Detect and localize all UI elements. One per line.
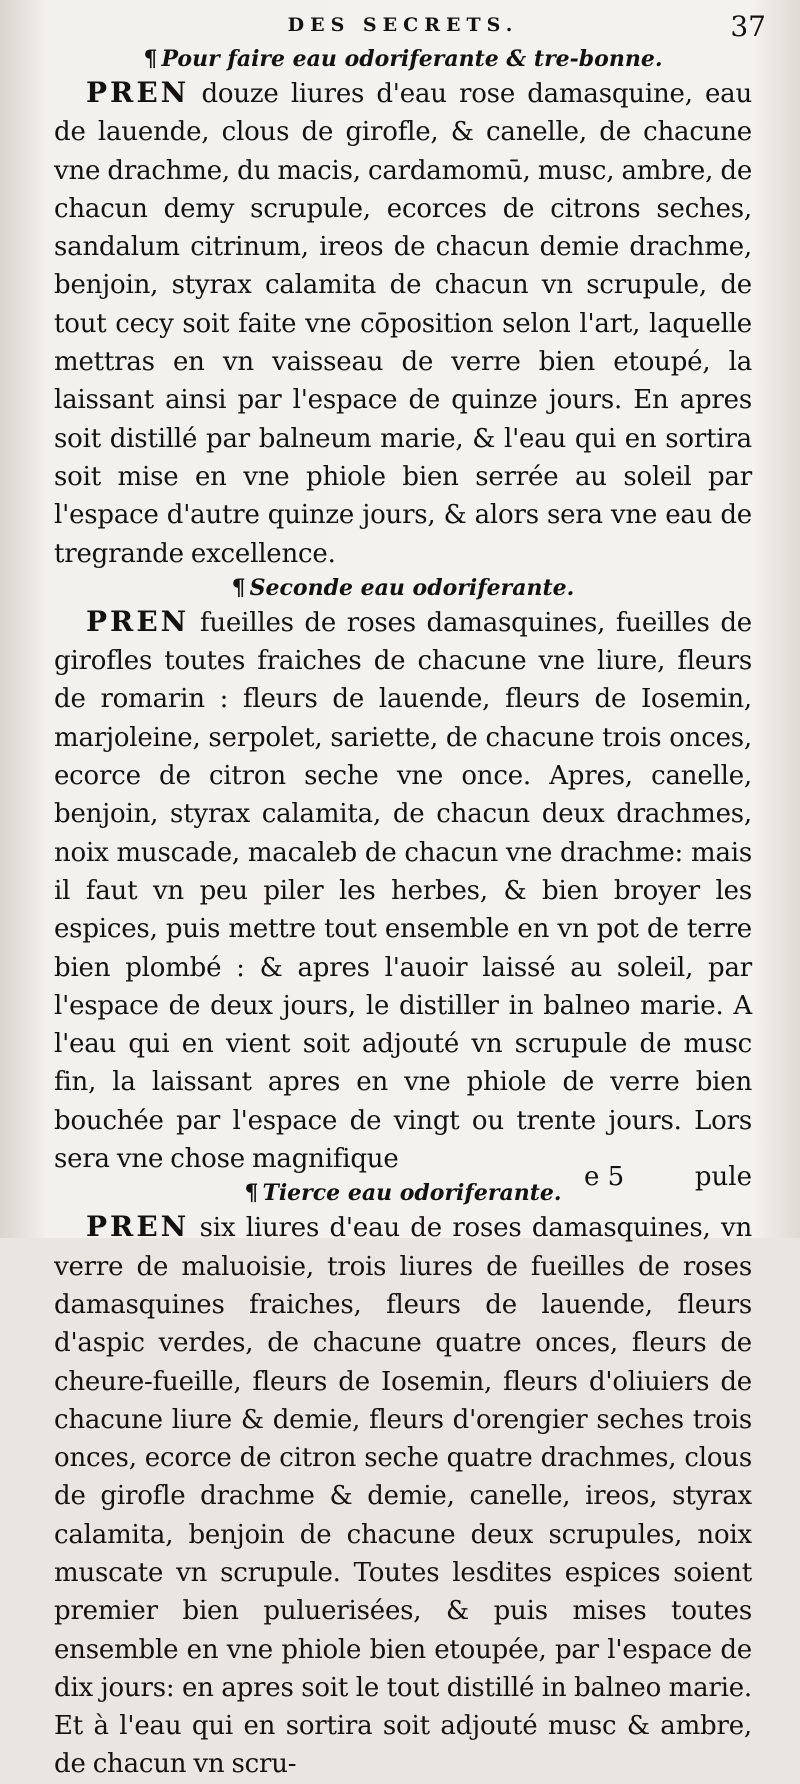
section-heading-text: Pour faire eau odoriferante & tre-bonne.: [161, 46, 663, 72]
paragraph-text: douze liures d'eau rose damasquine, eau de lauende, clous de girofle, & canelle, de chacune vne drachme, du macis, cardamomū, musc, ambre, de chacun demy scrupule, ecorces de citrons seches, sandalum citrinum, ireos de chacun demie drachme, benjoin, styrax calamita de chacun vn scrupule, de tout cecy soit faite vne cōposition selon l'art, laquelle mettras en vn vaisseau de verre bien etoupé, la laissant ainsi par l'espace de quinze jours. En apres soit distillé par balneum marie, & l'eau qui en sortira soit mise en vne phiole bien serrée au soleil par l'espace d'autre quinze jours, & alors sera vne eau de tregrande excellence.: [54, 79, 752, 569]
running-head-title: DES SECRETS.: [287, 14, 519, 36]
pilcrow-icon: ¶: [231, 574, 246, 601]
paragraph-lead-word: PREN: [86, 1210, 190, 1244]
section-heading-text: Seconde eau odoriferante.: [249, 574, 575, 601]
paragraph-lead-word: PREN: [86, 76, 190, 109]
paragraph-text: fueilles de roses damasquines, fueilles de girofles toutes fraiches de chacune vne liure, fleurs de romarin : fleurs de lauende, fleurs de Iosemin, marjoleine, serpolet, sariette, de chacune trois onces, ecorce de citron seche vne once. Apres, canelle, benjoin, styrax calamita, de chacun deux drachmes, noix muscade, macaleb de chacun vne drachme: mais il faut vn peu piler les herbes, & bien broyer les espices, puis mettre tout ensemble en vn pot de terre bien plombé : & apres l'auoir laissé au soleil, par l'espace de deux jours, le distiller in balneo marie. A l'eau qui en vient soit adjouté vn scrupule de musc fin, la laissant apres en vne phiole de verre bien bouchée par l'espace de vingt ou trente jours. Lors sera vne chose magnifique: [54, 607, 752, 1175]
page-number: 37: [730, 10, 766, 43]
paragraph-lead-word: PREN: [86, 604, 190, 638]
section-heading-text: Tierce eau odoriferante.: [262, 1180, 562, 1207]
pilcrow-icon: ¶: [143, 46, 158, 72]
catchword: pule: [694, 1162, 752, 1192]
section-heading: [54, 44, 752, 74]
recipe-paragraph: [54, 74, 752, 573]
recipe-paragraph: [54, 603, 752, 1178]
running-head: [54, 10, 766, 44]
pilcrow-icon: ¶: [244, 1180, 259, 1207]
signature-mark: e 5: [584, 1162, 625, 1192]
recipe-paragraph: [54, 1208, 752, 1783]
section-heading: [54, 573, 752, 603]
paragraph-text: six liures d'eau de roses damasquines, vn verre de maluoisie, trois liures de fueilles de roses damasquines fraiches, fleurs de lauende, fleurs d'aspic verdes, de chacune quatre onces, fleurs de cheure-fueille, fleurs de Iosemin, fleurs d'oliuiers de chacune liure & demie, fleurs d'orengier seches trois onces, ecorce de citron seche quatre drachmes, clous de girofle drachme & demie, canelle, ireos, styrax calamita, benjoin de chacune deux scrupules, noix muscate vn scrupule. Toutes lesdites espices soient premier bien puluerisées, & puis mises toutes ensemble en vne phiole bien etoupée, par l'espace de dix jours: en apres soit le tout distillé in balneo marie. Et à l'eau qui en sortira soit adjouté musc & ambre, de chacun vn scru-: [54, 1213, 752, 1780]
page-footer: [54, 1162, 752, 1202]
